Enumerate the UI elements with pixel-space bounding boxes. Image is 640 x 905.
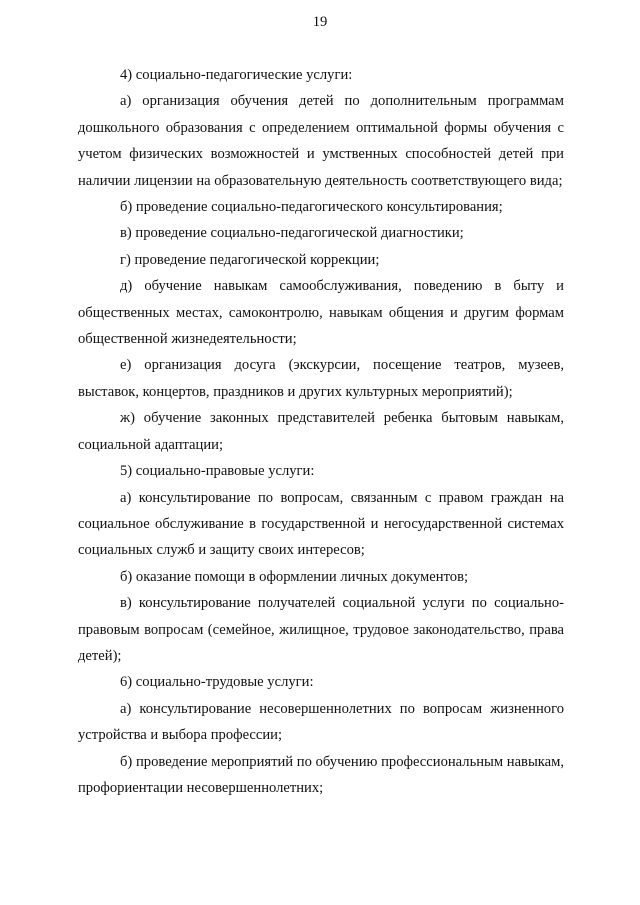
list-item-4a: а) организация обучения детей по дополнительным программам дошкольного образования с определением оптимальной формы обучения с учетом физических возможностей и умственных способностей детей при наличии лицензии на образовательную деятельность соответствующего вида; — [78, 93, 564, 189]
list-item-4d: д) обучение навыкам самообслуживания, поведению в быту и общественных местах, самоконтролю, навыкам общения и другим формам общественной жизнедеятельности; — [78, 278, 564, 348]
list-item-6a: а) консультирование несовершеннолетних по вопросам жизненного устройства и выбора профессии; — [78, 700, 564, 744]
list-item-4zh: ж) обучение законных представителей ребенка бытовым навыкам, социальной адаптации; — [78, 410, 564, 453]
list-item-5v: в) консультирование получателей социальной услуги по социально-правовым вопросам (семейное, жилищное, трудовое законодательство, права детей); — [78, 595, 564, 664]
section-heading-5: 5) социально-правовые услуги: — [120, 463, 315, 480]
page-number: 19 — [312, 14, 328, 30]
list-item-4v: в) проведение социально-педагогической диагностики; — [120, 225, 464, 242]
section-heading-4: 4) социально-педагогические услуги: — [120, 67, 353, 83]
section-heading-6: 6) социально-трудовые услуги: — [120, 674, 314, 691]
list-item-5b: б) оказание помощи в оформлении личных документов; — [120, 568, 469, 585]
list-item-5a: а) консультирование по вопросам, связанным с правом граждан на социальное обслуживание в государственной и негосударственной системах социальных служб и защиту своих интересов; — [78, 489, 564, 559]
list-item-4b: б) проведение социально-педагогического консультирования; — [120, 199, 503, 216]
list-item-4g: г) проведение педагогической коррекции; — [120, 251, 380, 268]
list-item-4e: е) организация досуга (экскурсии, посещение театров, музеев, выставок, концертов, праздников и других культурных мероприятий); — [78, 357, 564, 400]
list-item-6b: б) проведение мероприятий по обучению профессиональным навыкам, профориентации несовершеннолетних; — [78, 753, 564, 796]
document-body — [78, 62, 564, 801]
